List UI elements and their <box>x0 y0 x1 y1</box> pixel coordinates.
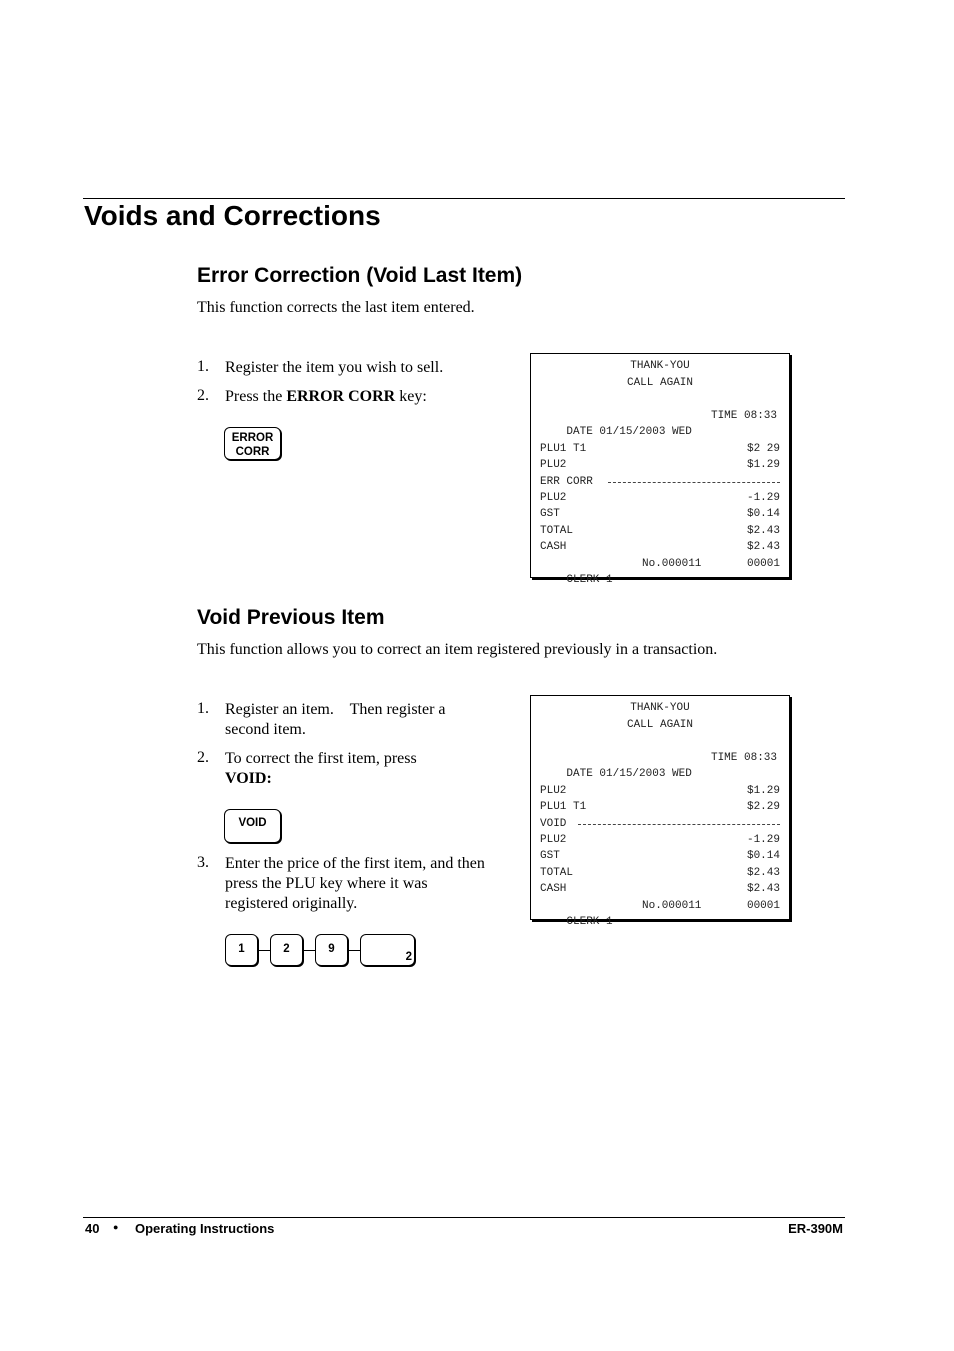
receipt-line-label: CASH <box>540 541 567 553</box>
receipt-line-label: PLU1 T1 <box>540 801 587 813</box>
step-number: 3. <box>197 854 209 871</box>
step-text-line: To correct the first item, press <box>225 750 417 767</box>
receipt-header-call-again: CALL AGAIN <box>626 719 693 731</box>
receipt-header-thank-you: THANK-YOU <box>630 702 690 714</box>
error-corr-key-label-line2: CORR <box>235 446 270 458</box>
section-intro: This function corrects the last item entered. <box>197 299 475 316</box>
plu-key-label: 2 <box>405 951 412 963</box>
receipt-line-value: -1.29 <box>746 834 780 846</box>
step-number: 2. <box>197 749 209 766</box>
receipt-line-label: PLU2 <box>540 459 567 471</box>
receipt-line-value: $2.43 <box>746 541 780 553</box>
numeric-key-label: 1 <box>238 943 245 955</box>
receipt-line-value: $0.14 <box>746 850 780 862</box>
footer-bullet: ● <box>113 1222 119 1232</box>
step-text <box>225 854 485 914</box>
receipt-date: DATE 01/15/2003 WED <box>566 768 692 780</box>
receipt-line-value: $2.43 <box>746 883 780 895</box>
receipt-line-value: $2 29 <box>746 443 780 455</box>
step-text-line: press the PLU key where it was <box>225 875 428 892</box>
numeric-key-9 <box>315 934 348 966</box>
receipt-line-label: PLU2 <box>540 834 567 846</box>
step-text-line: second item. <box>225 721 306 738</box>
step-text-line: Register an item. Then register a <box>225 701 446 718</box>
receipt-line-label: TOTAL <box>540 867 574 879</box>
void-key-label: VOID <box>238 817 267 829</box>
numeric-key-label: 2 <box>283 943 290 955</box>
receipt-line-value: $2.43 <box>746 525 780 537</box>
step-number: 1. <box>197 700 209 717</box>
receipt-count: 00001 <box>746 900 780 912</box>
step-text <box>225 387 427 407</box>
receipt-line-value: $1.29 <box>746 459 780 471</box>
plu-key <box>360 934 415 966</box>
receipt-line-value: -1.29 <box>746 492 780 504</box>
page-number: 40 <box>85 1221 100 1236</box>
receipt-clerk: CLERK 1 <box>566 916 613 928</box>
receipt-line-value: $2.43 <box>746 867 780 879</box>
receipt-line-value: $1.29 <box>746 785 780 797</box>
receipt-header-thank-you: THANK-YOU <box>630 360 690 372</box>
receipt-number: No.000011 <box>642 900 702 912</box>
receipt-line-label: PLU1 T1 <box>540 443 587 455</box>
receipt-line-label: CASH <box>540 883 567 895</box>
receipt-count: 00001 <box>746 558 780 570</box>
receipt-dashed-separator <box>578 824 780 825</box>
step-text-after: key: <box>395 388 427 405</box>
key-connector <box>303 950 315 951</box>
section-heading-void-previous-item: Void Previous Item <box>197 606 385 629</box>
step-text <box>225 749 417 789</box>
step-text: Register the item you wish to sell. <box>225 359 444 376</box>
step-text-line: registered originally. <box>225 895 358 912</box>
page-title: Voids and Corrections <box>84 200 381 231</box>
receipt-clerk: CLERK 1 <box>566 574 613 586</box>
receipt-line-label: GST <box>540 850 560 862</box>
receipt-date: DATE 01/15/2003 WED <box>566 426 692 438</box>
receipt-line-value: $0.14 <box>746 508 780 520</box>
error-corr-key-label-line1: ERROR <box>231 432 274 444</box>
key-connector <box>258 950 270 951</box>
error-corr-key-name: ERROR CORR <box>286 388 396 405</box>
receipt-line-label: TOTAL <box>540 525 574 537</box>
step-text <box>225 700 446 740</box>
top-rule <box>83 198 845 199</box>
numeric-key-2 <box>270 934 303 966</box>
void-key <box>224 809 281 843</box>
numeric-key-label: 9 <box>328 943 335 955</box>
receipt-line-value: $2.29 <box>746 801 780 813</box>
footer-section-title: Operating Instructions <box>135 1221 275 1236</box>
receipt-dashed-separator <box>608 482 780 483</box>
key-connector <box>348 950 360 951</box>
receipt-header-call-again: CALL AGAIN <box>626 377 693 389</box>
error-corr-key <box>224 427 281 460</box>
step-text-before: Press the <box>225 388 287 405</box>
step-number: 1. <box>197 358 209 375</box>
receipt-line-label: GST <box>540 508 560 520</box>
receipt-error-correction <box>530 353 790 586</box>
section-intro: This function allows you to correct an item registered previously in a transaction. <box>197 641 718 658</box>
receipt-time: TIME 08:33 <box>710 752 777 764</box>
footer-rule <box>83 1217 845 1218</box>
receipt-time: TIME 08:33 <box>710 410 777 422</box>
receipt-line-label: ERR CORR <box>540 476 593 488</box>
footer-model: ER-390M <box>788 1221 843 1236</box>
receipt-void-previous-item <box>530 695 790 928</box>
numeric-key-1 <box>225 934 258 966</box>
receipt-line-label: PLU2 <box>540 492 567 504</box>
receipt-number: No.000011 <box>642 558 702 570</box>
receipt-line-label: VOID <box>540 818 567 830</box>
step-text-line: Enter the price of the first item, and then <box>225 855 485 872</box>
receipt-line-label: PLU2 <box>540 785 567 797</box>
step-number: 2. <box>197 387 209 404</box>
void-key-name: VOID: <box>225 770 272 787</box>
section-heading-error-correction: Error Correction (Void Last Item) <box>197 264 523 287</box>
